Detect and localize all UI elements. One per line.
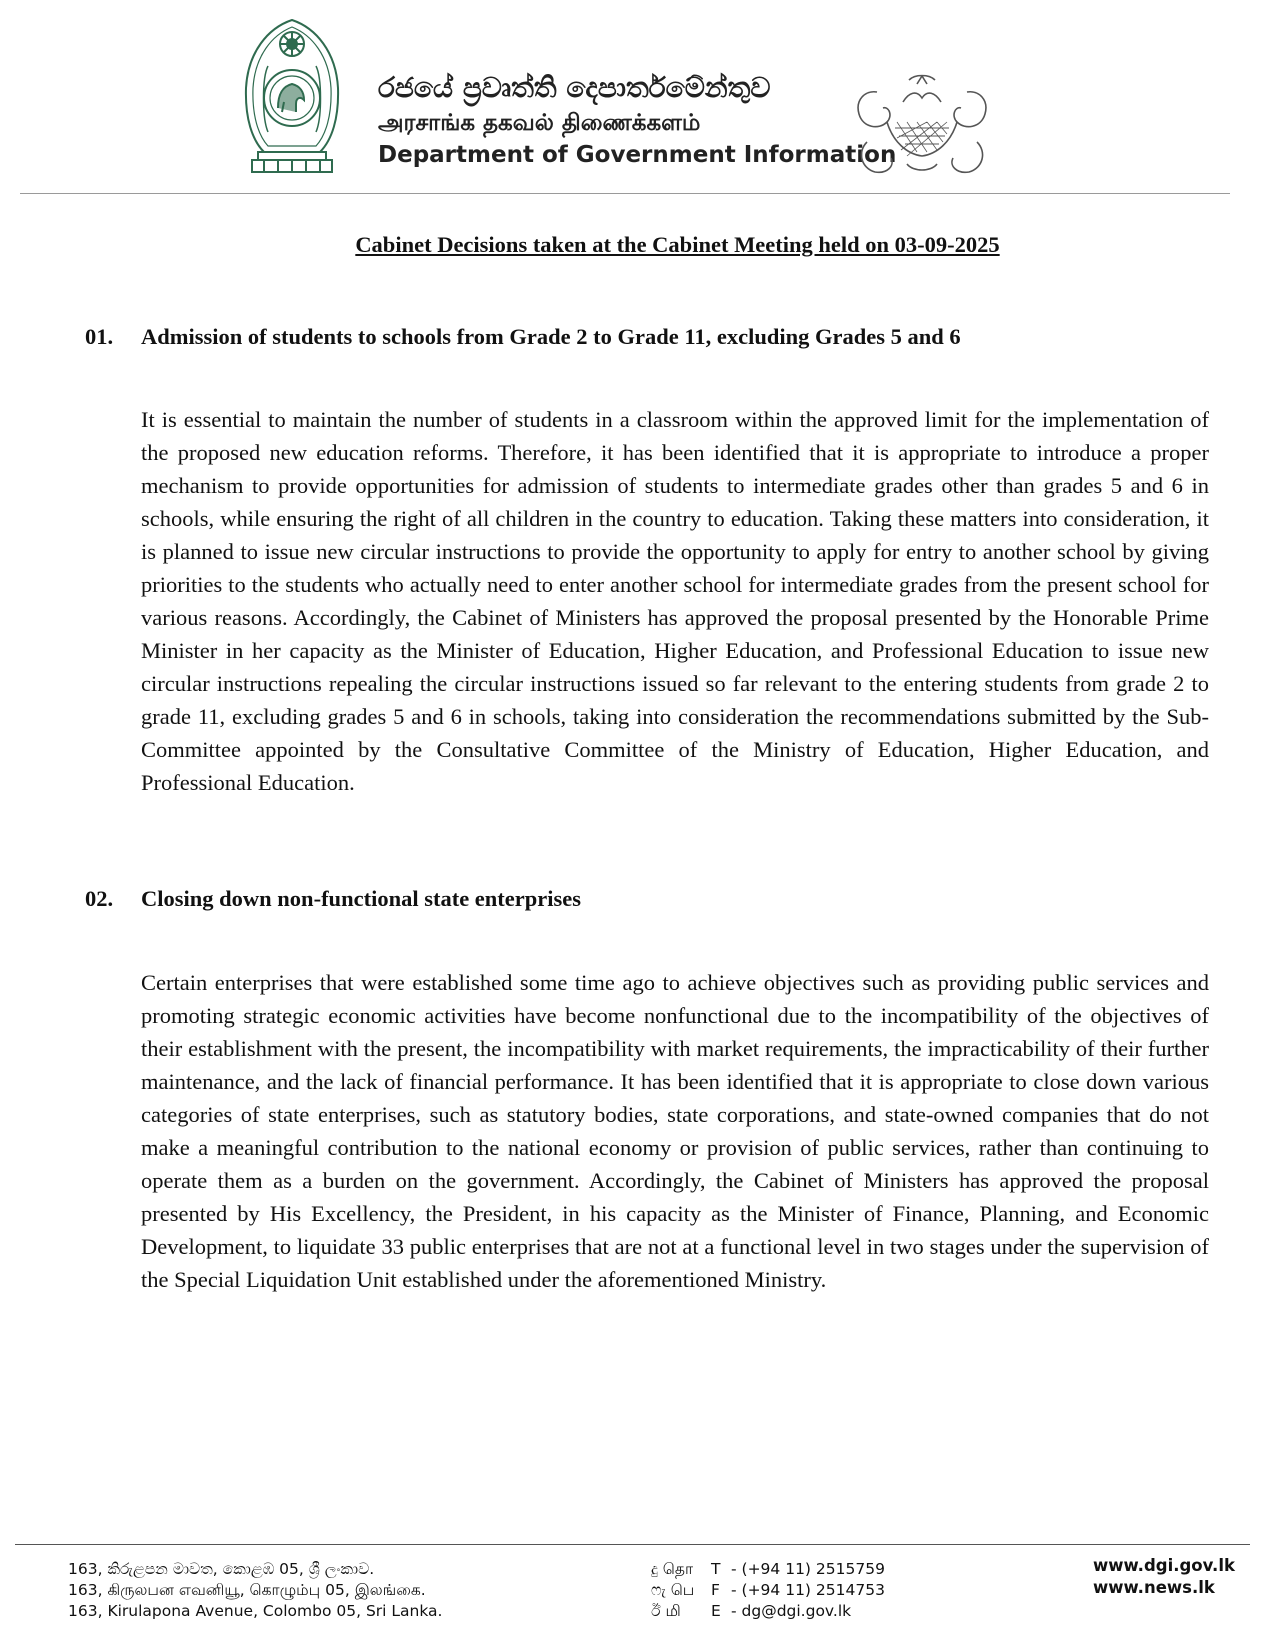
footer-address [68,1559,442,1622]
footer-contact [651,1559,885,1622]
footer-websites [1093,1555,1235,1599]
website-news-link[interactable]: www.news.lk [1093,1578,1215,1597]
section-2-title: Closing down non-functional state enterprises [141,886,582,911]
email-row [651,1601,885,1622]
footer-divider [15,1544,1250,1545]
website-dgi-link[interactable]: www.dgi.gov.lk [1093,1556,1235,1575]
email-label: ඊ மி [651,1602,681,1620]
phone-label: දු தொ [651,1560,694,1578]
section-1-number: 01. [85,324,114,349]
swan-ornament-icon [847,72,997,180]
department-name-english: Department of Government Information [378,142,897,168]
section-1-body: It is essential to maintain the number of students in a classroom within the approved limit for the implementation of the proposed new education reforms. Therefore, it has been identified that it is appropriate to introduce a proper mechanism to provide opportunities for admission of students to intermediate grades other than grades 5 and 6 in schools, while ensuring the right of all children in the country to education. Taking these matters into consideration, it is planned to issue new circular instructions to provide the opportunity to apply for entry to another school by giving priorities to the students who actually need to enter another school for intermediate grades from the present school for various reasons. Accordingly, the Cabinet of Ministers has approved the proposal presented by the Honorable Prime Minister in her capacity as the Minister of Education, Higher Education, and Professional Education to issue new circular instructions repealing the circular instructions issued so far relevant to the entering students from grade 2 to grade 11, excluding grades 5 and 6 in schools, taking into consideration the recommendations submitted by the Sub-Committee appointed by the Consultative Committee of the Ministry of Education, Higher Education, and Professional Education. [141,407,1209,795]
address-sinhala: 163, කිරුළපන මාවත, කොළඹ 05, ශ්‍රී ලංකාව. [68,1560,375,1578]
phone-row [651,1559,885,1580]
department-name-tamil: அரசாங்க தகவல் திணைக்களம் [378,110,701,136]
department-name-sinhala: රජයේ ප්‍රවෘත්ති දෙපාර්තමේන්තුව [378,71,771,104]
section-2-number: 02. [85,886,114,911]
email-key: E [711,1602,721,1620]
address-tamil: 163, கிருலபன எவனியூ, கொழும்பு 05, இலங்கை. [68,1581,426,1599]
address-english: 163, Kirulapona Avenue, Colombo 05, Sri Lanka. [68,1602,443,1620]
fax-label: ෆැ பெ [651,1581,695,1599]
section-2-body: Certain enterprises that were established some time ago to achieve objectives such as providing public services and promoting strategic economic activities have become nonfunctional due to the incompatibility of the objectives of their establishment with the present, the incompatibility with market requirements, the impracticability of their further maintenance, and the lack of financial performance. It has been identified that it is appropriate to close down various categories of state enterprises, such as statutory bodies, state corporations, and state-owned companies that do not make a meaningful contribution to the national economy or provision of public services, rather than continuing to operate them as a burden on the government. Accordingly, the Cabinet of Ministers has approved the proposal presented by His Excellency, the President, in his capacity as the Minister of Finance, Planning, and Economic Development, to liquidate 33 public enterprises that are not at a functional level in two stages under the supervision of the Special Liquidation Unit established under the aforementioned Ministry. [141,970,1209,1292]
fax-number: - (+94 11) 2514753 [731,1581,885,1599]
phone-key: T [711,1560,721,1578]
fax-key: F [711,1581,720,1599]
state-emblem-logo [238,18,346,176]
phone-number: - (+94 11) 2515759 [731,1560,885,1578]
email-address: - dg@dgi.gov.lk [731,1602,852,1620]
header-divider [20,193,1230,194]
fax-row [651,1580,885,1601]
document-title: Cabinet Decisions taken at the Cabinet Meeting held on 03-09-2025 [355,232,1000,257]
department-name-block [378,71,897,168]
section-1-title: Admission of students to schools from Grade 2 to Grade 11, excluding Grades 5 and 6 [141,324,961,349]
